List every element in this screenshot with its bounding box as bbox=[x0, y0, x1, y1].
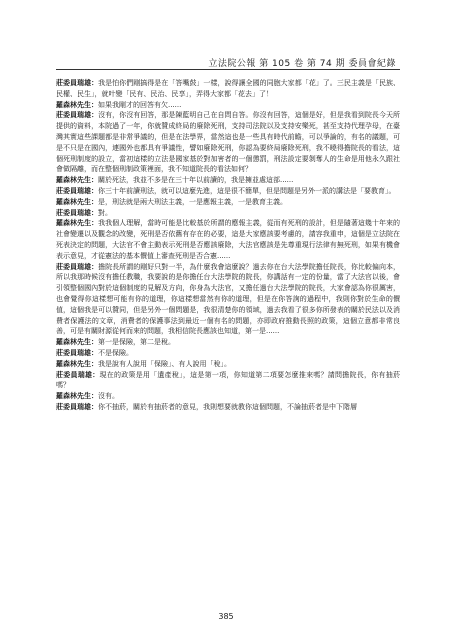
speech-text: 我是說有人說用「保險」、有人說用「稅」。 bbox=[98, 359, 231, 368]
speech-text: 不是保險。 bbox=[98, 348, 133, 357]
speaker-label: 羅森林先生： bbox=[56, 219, 99, 228]
transcript-paragraph bbox=[56, 337, 400, 348]
transcript-paragraph bbox=[56, 348, 400, 359]
gazette-header: 立法院公報 第 105 卷 第 74 期 委員會紀錄 bbox=[208, 59, 396, 69]
speaker-label: 羅森林先生： bbox=[56, 338, 98, 347]
speech-text: 對。 bbox=[98, 208, 112, 217]
transcript-paragraph bbox=[56, 262, 400, 338]
header-rule bbox=[56, 69, 400, 70]
speaker-label: 羅森林先生： bbox=[56, 197, 98, 206]
speech-text: 擔院長所謂的剛好只對一半，為什麼我會這麼說？過去你在台大法學院擔任院長，你比較偏向本，所以我那時候沒有擔任教職，我要說的是你擔任台大法學院的院長，你講話有一定的份量，當了大法官以後，會引領整個國內對於這個制度的見解及方向，你身為大法官，又擔任過台大法學院的院長，大家會認為你很厲害，也會覺得你這樣想可能有你的道理，你這樣想當然有你的道理，但是在你答詢的過程中，我則你對於生命的價值，這個我是可以贊同，但是另外一個問題是，我很清楚你的領域，過去我看了很多你所發表的關於民法以及消費者保護法的文章，消費者的保護事法到最近一個有名的問題，亦即政府推動長照的政策，這個立意都非常良善，可是有關財源從何而來的問題，我相信院長應該也知道，第一是...... bbox=[56, 262, 400, 336]
speech-text: 你三十年前讀刑法，就可以這麼先進，這是很不簡單，但是問題是另外一派的講法是「要教育」。 bbox=[98, 186, 396, 195]
speaker-label: 莊委員瑞雄： bbox=[56, 348, 98, 357]
transcript-paragraph bbox=[56, 359, 400, 370]
transcript-body bbox=[56, 78, 400, 594]
transcript-paragraph bbox=[56, 100, 400, 111]
speech-text: 現在的政策是用「遺產稅」，這是第一項，你知道第二項要怎麼推來嗎？請問擔院長，你有抽菸嗎？ bbox=[56, 370, 400, 390]
speaker-label: 莊委員瑞雄： bbox=[56, 208, 98, 217]
speaker-label: 莊委員瑞雄： bbox=[56, 186, 98, 195]
speaker-label: 莊委員瑞雄： bbox=[56, 79, 99, 87]
transcript-paragraph bbox=[56, 208, 400, 219]
transcript-paragraph bbox=[56, 197, 400, 208]
speech-text: 關於死法，我並不多是在三十年以前讀的，我是擁並處這部...... bbox=[98, 176, 294, 185]
speaker-label: 羅森林先生： bbox=[56, 100, 98, 109]
speaker-label: 莊委員瑞雄： bbox=[56, 370, 100, 379]
transcript-paragraph bbox=[56, 391, 400, 402]
speech-text: 我我個人理解，當時可能是比較基於所謂的應報主義，從而有死刑的設計，但是隨著這幾十年來的社會變遷以及觀念的改變，死刑是否依舊有存在的必要，這是大家應該要考慮的，請容我重申，這個是立法院在死表決定的問題，大法官不會主動表示死刑是否應該廢除，大法官應該是先尊重現行法律有無死刑，如果有機會表示意見，才從憲法的基本價值上審查死刑是否合憲...... bbox=[56, 219, 400, 260]
speech-text: 如果我剛才的回答有欠...... bbox=[98, 100, 182, 109]
transcript-paragraph bbox=[56, 78, 400, 100]
speech-text: 沒有。 bbox=[98, 392, 119, 401]
transcript-paragraph bbox=[56, 175, 400, 186]
speech-text: 沒有，你沒有回答，那是陳藍明自己在自問自答。你沒有回答，這個是好，但是我看到院長今天所提供的資料，本院過了一年，你就贊成終局的廢除死刑，支持司法院以及支持安樂死，甚至支持代理孕母，在臺灣其實這些課題都是非常爭議的，但是在法學界，當然這也是一些具有時代前瞻，可以爭論的，有名的議題，可是不只是在國內，連國外也都具有爭議性，譬如廢除死刑，你認為要終局廢除死刑，我不曉得擔院長的看法，這個死刑制度的設立，當初這樣的立法是國家基於對加害者的一個懲罰，刑法設定要剝奪人的生命是用他永久跟社會做隔離，而在整個刑制政策裡面，我不知道院長的看法如何？ bbox=[56, 111, 400, 174]
speaker-label: 莊委員瑞雄： bbox=[56, 262, 99, 271]
transcript-paragraph bbox=[56, 218, 400, 261]
speaker-label: 羅森林先生： bbox=[56, 392, 98, 401]
speech-text: 是，刑法就是兩大刑法主義，一是應報主義，一是教育主義。 bbox=[98, 197, 287, 206]
speech-text: 我是怕你們剛搞得是在「答嘴鼓」一樣，說得讓全國的同胞大家都「花」了。三民主義是「民族、民權、民生」，就叶變「民有、民治、民享」，弄得大家都「花去」了！ bbox=[56, 79, 400, 98]
page-number: 385 bbox=[218, 612, 234, 621]
transcript-paragraph bbox=[56, 370, 400, 392]
speaker-label: 羅森林先生： bbox=[56, 176, 98, 185]
transcript-paragraph bbox=[56, 186, 400, 197]
speech-text: 你不抽菸，關於有抽菸者的意見，我則想要就教你這個問題，不論抽菸者是中下階層 bbox=[98, 402, 357, 411]
speaker-label: 羅森林先生： bbox=[56, 359, 98, 368]
speaker-label: 莊委員瑞雄： bbox=[56, 111, 99, 120]
speech-text: 第一是保險，第二是稅。 bbox=[98, 338, 175, 347]
speaker-label: 莊委員瑞雄： bbox=[56, 402, 98, 411]
transcript-paragraph bbox=[56, 110, 400, 175]
transcript-paragraph bbox=[56, 402, 400, 413]
